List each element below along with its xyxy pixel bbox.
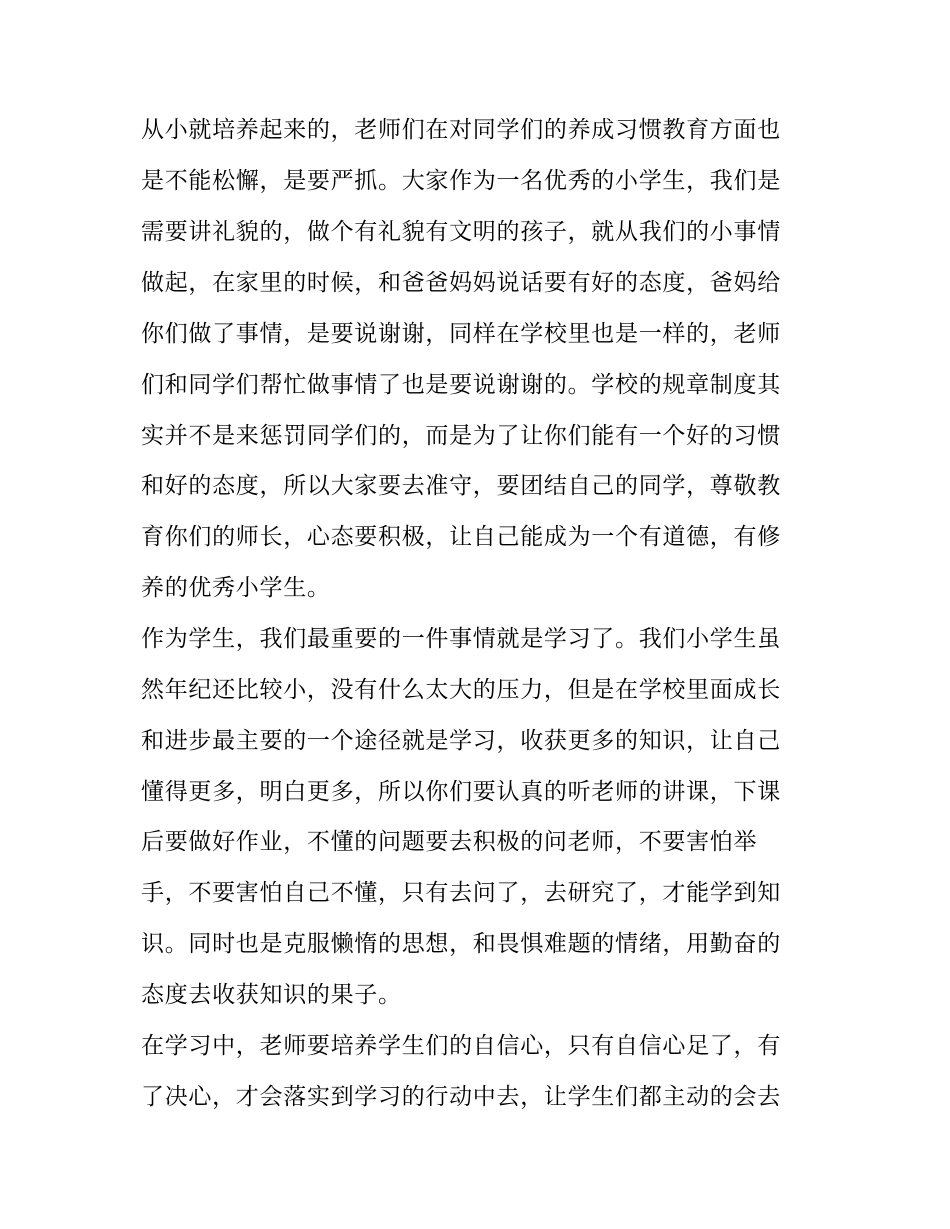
text-line: 们和同学们帮忙做事情了也是要说谢谢的。学校的规章制度其 — [141, 372, 781, 398]
text-line: 需要讲礼貌的，做个有礼貌有文明的孩子，就从我们的小事情 — [141, 219, 781, 245]
text-line: 和好的态度，所以大家要去准守，要团结自己的同学，尊敬教 — [141, 473, 781, 499]
text-line: 实并不是来惩罚同学们的，而是为了让你们能有一个好的习惯 — [141, 423, 781, 449]
text-line: 然年纪还比较小，没有什么太大的压力，但是在学校里面成长 — [141, 677, 781, 703]
text-line: 在学习中，老师要培养学生们的自信心，只有自信心足了，有 — [141, 1033, 781, 1059]
text-line: 手，不要害怕自己不懂，只有去问了，去研究了，才能学到知 — [141, 880, 781, 906]
text-line: 做起，在家里的时候，和爸爸妈妈说话要有好的态度，爸妈给 — [141, 270, 781, 296]
text-line: 态度去收获知识的果子。 — [141, 982, 402, 1008]
text-line: 你们做了事情，是要说谢谢，同样在学校里也是一样的，老师 — [141, 321, 781, 347]
text-line: 是不能松懈，是要严抓。大家作为一名优秀的小学生，我们是 — [141, 168, 781, 194]
text-line: 和进步最主要的一个途径就是学习，收获更多的知识，让自己 — [141, 728, 781, 754]
text-line: 后要做好作业，不懂的问题要去积极的问老师，不要害怕举 — [141, 829, 758, 855]
text-line: 识。同时也是克服懒惰的思想，和畏惧难题的情绪，用勤奋的 — [141, 931, 781, 957]
text-line: 从小就培养起来的，老师们在对同学们的养成习惯教育方面也 — [141, 117, 781, 143]
text-line: 懂得更多，明白更多，所以你们要认真的听老师的讲课，下课 — [141, 779, 781, 805]
text-line: 作为学生，我们最重要的一件事情就是学习了。我们小学生虽 — [141, 626, 781, 652]
text-line: 养的优秀小学生。 — [141, 575, 331, 601]
text-line: 育你们的师长，心态要积极，让自己能成为一个有道德，有修 — [141, 524, 781, 550]
text-line: 了决心，才会落实到学习的行动中去，让学生们都主动的会去 — [141, 1084, 781, 1110]
